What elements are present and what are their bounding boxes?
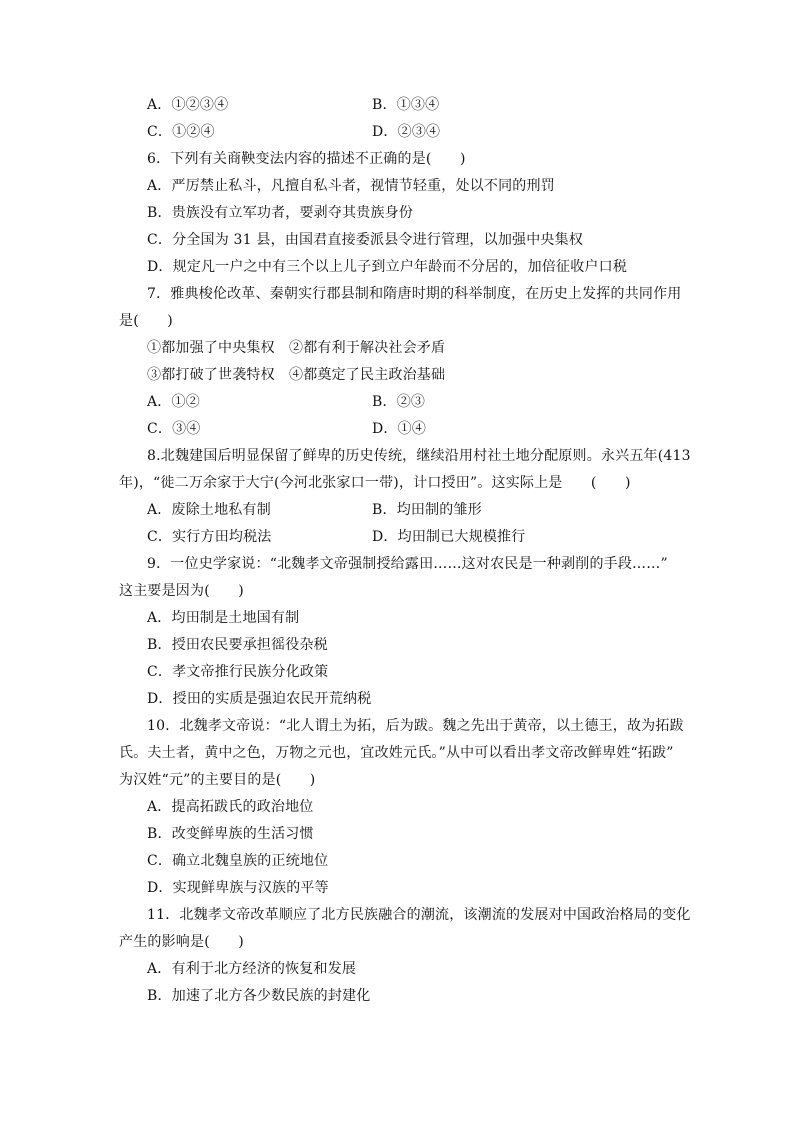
- q8-stem-line1: 8.北魏建国后明显保留了鲜卑的历史传统，继续沿用村社土地分配原则。永兴五年(413: [147, 448, 691, 464]
- q10-stem-line1: 10．北魏孝文帝说：“北人谓土为拓，后为跋。魏之先出于黄帝，以土德王，故为拓跋: [147, 718, 684, 734]
- q7-statements-line2: ③都打破了世袭特权 ④都奠定了民主政治基础: [147, 367, 446, 383]
- q9-option-c: C．孝文帝推行民族分化政策: [147, 664, 329, 680]
- q7-option-a: A．①②: [147, 394, 200, 410]
- q8-option-d: D．均田制已大规模推行: [372, 529, 526, 545]
- q10-stem-line2: 氏。夫土者，黄中之色，万物之元也，宜改姓元氏。”从中可以看出孝文帝改鲜卑姓“拓跋”: [119, 745, 674, 761]
- q10-option-d: D．实现鲜卑族与汉族的平等: [147, 880, 329, 896]
- q10-stem-line3: 为汉姓“元”的主要目的是( ): [119, 772, 316, 788]
- q7-option-b: B．②③: [372, 394, 426, 410]
- q11-stem-line2: 产生的影响是( ): [119, 934, 244, 950]
- q8-option-b: B．均田制的雏形: [372, 502, 482, 518]
- q5-option-d: D．②③④: [372, 124, 441, 140]
- q6-option-d: D．规定凡一户之中有三个以上儿子到立户年龄而不分居的，加倍征收户口税: [147, 259, 628, 275]
- q9-stem-line1: 9．一位史学家说：“北魏孝文帝强制授给露田……这对农民是一种剥削的手段……”: [147, 556, 668, 572]
- q5-option-b: B．①③④: [372, 97, 440, 113]
- q6-option-c: C．分全国为 31 县，由国君直接委派县令进行管理，以加强中央集权: [147, 232, 584, 248]
- q7-option-d: D．①④: [372, 421, 427, 437]
- q7-statements-line1: ①都加强了中央集权 ②都有利于解决社会矛盾: [147, 340, 446, 356]
- q8-option-a: A．废除土地私有制: [147, 502, 271, 518]
- q7-stem-line1: 7．雅典梭伦改革、秦朝实行郡县制和隋唐时期的科举制度，在历史上发挥的共同作用: [147, 286, 682, 302]
- q9-stem-line2: 这主要是因为( ): [119, 583, 244, 599]
- q6-stem: 6．下列有关商鞅变法内容的描述不正确的是( ): [147, 151, 466, 167]
- q10-option-b: B．改变鲜卑族的生活习惯: [147, 826, 314, 842]
- q11-option-b: B．加速了北方各少数民族的封建化: [147, 988, 371, 1004]
- q10-option-c: C．确立北魏皇族的正统地位: [147, 853, 329, 869]
- q5-option-c: C．①②④: [147, 124, 215, 140]
- q6-option-a: A．严厉禁止私斗，凡擅自私斗者，视情节轻重，处以不同的刑罚: [147, 178, 555, 194]
- q9-option-a: A．均田制是土地国有制: [147, 610, 300, 626]
- q9-option-b: B．授田农民要承担徭役杂税: [147, 637, 328, 653]
- q11-stem-line1: 11．北魏孝文帝改革顺应了北方民族融合的潮流，该潮流的发展对中国政治格局的变化: [147, 907, 691, 923]
- q9-option-d: D．授田的实质是强迫农民开荒纳税: [147, 691, 372, 707]
- q10-option-a: A．提高拓跋氏的政治地位: [147, 799, 314, 815]
- q7-stem-line2: 是( ): [119, 313, 173, 329]
- q11-option-a: A．有利于北方经济的恢复和发展: [147, 961, 357, 977]
- q6-option-b: B．贵族没有立军功者，要剥夺其贵族身份: [147, 205, 414, 221]
- q8-stem-line2: 年)，“徙二万余家于大宁(今河北张家口一带)，计口授田”。这实际上是 ( ): [119, 475, 631, 491]
- q8-option-c: C．实行方田均税法: [147, 529, 272, 545]
- q5-option-a: A．①②③④: [147, 97, 229, 113]
- q7-option-c: C．③④: [147, 421, 201, 437]
